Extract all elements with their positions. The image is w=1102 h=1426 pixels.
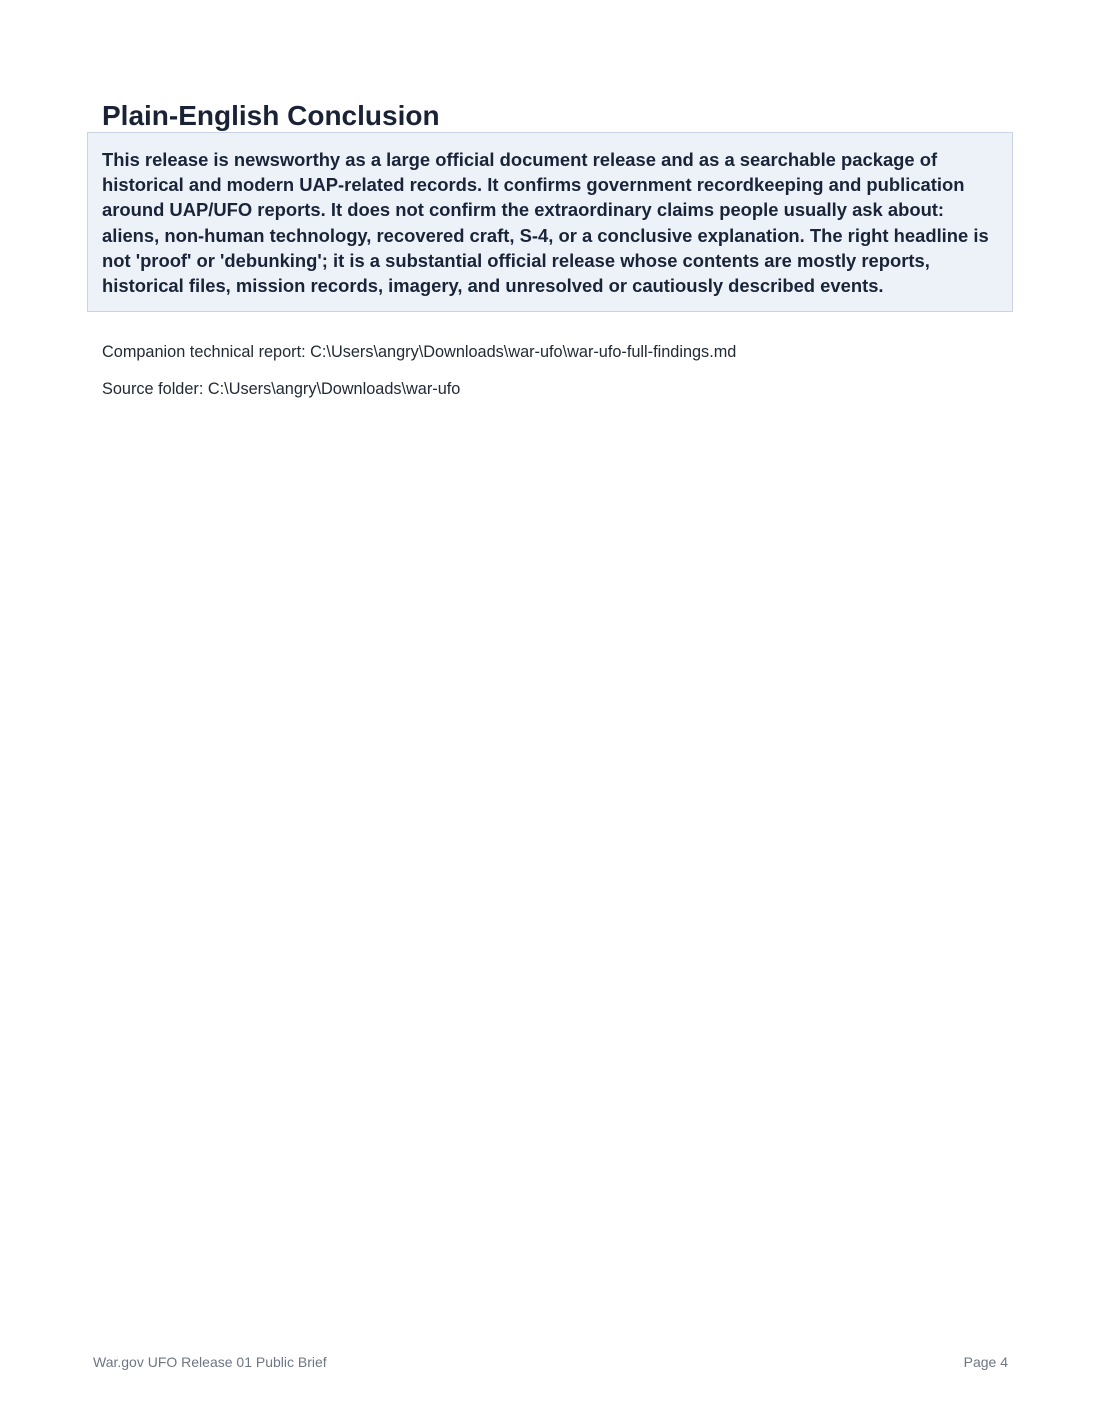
footer-document-title: War.gov UFO Release 01 Public Brief [93,1354,327,1370]
conclusion-callout [87,132,1013,312]
source-folder-line: Source folder: C:\Users\angry\Downloads\war-ufo [102,380,461,398]
section-title: Plain-English Conclusion [102,100,440,131]
footer-page-number: Page 4 [963,1354,1008,1370]
companion-report-line: Companion technical report: C:\Users\angry\Downloads\war-ufo\war-ufo-full-findings.md [102,343,737,361]
conclusion-text: This release is newsworthy as a large official document release and as a searchable package of historical and modern UAP-related records. It confirms government recordkeeping and publication around UAP/UFO reports. It does not confirm the extraordinary claims people usually ask about: aliens, non-human technology, recovered craft, S-4, or a conclusive explanation. The right headline is not 'proof' or 'debunking'; it is a substantial official release whose contents are mostly reports, historical files, mission records, imagery, and unresolved or cautiously described events. [102,149,989,297]
